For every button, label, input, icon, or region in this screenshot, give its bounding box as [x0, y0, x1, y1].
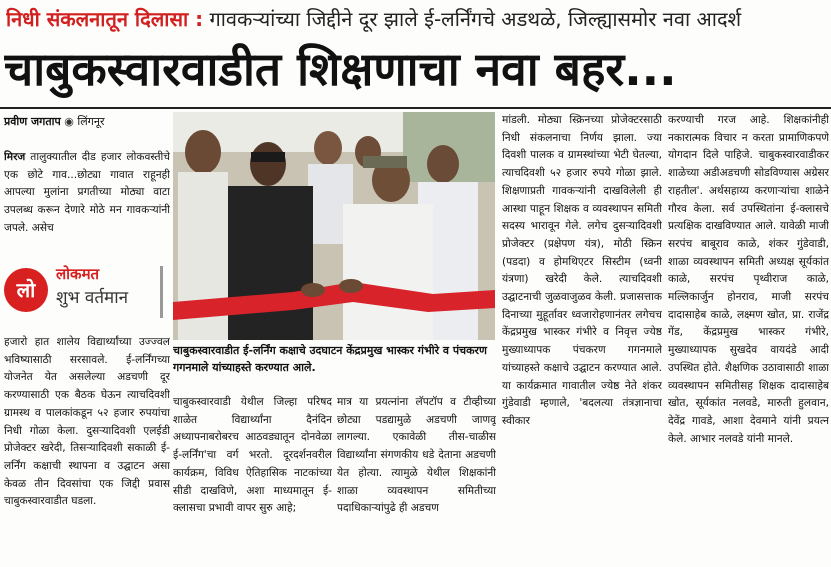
byline-place: लिंगनूर — [77, 115, 105, 128]
logo-divider — [160, 266, 163, 318]
kicker-line — [6, 4, 826, 34]
byline — [4, 112, 170, 132]
article-column-5 — [668, 112, 829, 567]
photo-caption: चाबुकस्वारवाडीत ई-लर्निंग कक्षाचे उदघाटन केंद्रप्रमुख भास्कर गंभीरे व पंचकरण गगनमाले यांच्याहस्ते करण्यात आले. — [173, 344, 487, 374]
lokmat-shubh-vartaman-logo — [4, 262, 170, 322]
article-text-2: चाबुकस्वारवाडी येथील जिल्हा परिषद शाळेत विद्यार्थ्यांना दैनंदिन अध्यापनाबरोबरच आठवड्यातून दोनवेळा ई-लर्निंग'चा वर्ग भरतो. दूरदर्शनवरील कार्यक्रम, विविध ऐतिहासिक नाटकांच्या सीडी दाखविणे, अशा माध्यमातून ई-क्लासचा प्रभावी वापर सुरु आहे; — [173, 396, 332, 515]
article-column-4 — [502, 112, 662, 567]
article-column-2 — [173, 394, 332, 567]
article-text-4: मांडली. मोठ्या स्क्रिनच्या प्रोजेक्टरसाठी निधी संकलनाचा निर्णय झाला. ज्या दिवशी पालक व ग्रामस्थांच्या भेटी घेतल्या, त्याचदिवशी ५२ हजार रुपये गोळा झाले. शिक्षणाप्रती गावकऱ्यांनी दाखविलेली ही आस्था पाहून शिक्षक व व्यवस्थापन समिती सदस्य भारावून गेले. लगेच दुसऱ्यादिवशी प्रोजेक्टर (प्रक्षेपण यंत्र), मोठी स्क्रिन (पडदा) व होमथिएटर सिस्टीम (ध्वनी यंत्रणा) खरेदी केले. त्याचदिवशी उद्घाटनाची जुळवाजुळव केली. प्रजासत्ताक दिनाच्या मुहूर्तावर ध्वजारोहणानंतर लगेचच केंद्रप्रमुख भास्कर गंभीरे व निवृत्त ज्येष्ठ मुख्याध्यापक पंचकरण गगनमाले यांच्याहस्ते कक्षाचे उद्घाटन करण्यात आले. या कार्यक्रमात गावातील ज्येष्ठ नेते शंकर गुंडेवाडी म्हणाले, 'बदलत्या तंत्रज्ञानाचा स्वीकार — [502, 114, 662, 427]
photo-illustration — [173, 112, 495, 340]
kicker-text: गावकऱ्यांच्या जिद्दीने दूर झाले ई-लर्निंगचे अडथळे, जिल्ह्यासमोर नवा आदर्श — [209, 7, 742, 31]
logo-tagline: शुभ वर्तमान — [56, 288, 129, 308]
lokmat-logo-mark: लो — [4, 268, 48, 312]
article-column-1-top — [4, 149, 170, 261]
headline: चाबुकस्वारवाडीत शिक्षणाचा नवा बहर... — [4, 42, 677, 96]
location-pin-icon: ◉ — [64, 115, 74, 128]
article-text-1a: तालुक्यातील दीड हजार लोकवस्तीचे एक छोटे गाव...छोट्या गावात राहूनही आपल्या मुलांना प्रगतीच्या मोठ्या वाटा उपलब्ध करून देणारे मोठे मन गावकऱ्यांनी जपले. असेच — [4, 151, 170, 234]
article-text-1b: हजारो हात शालेय विद्यार्थ्यांच्या उज्ज्वल भविष्यासाठी सरसावले. ई-लर्निंगच्या योजनेत येत असलेल्या अडचणी दूर करण्यासाठी एक बैठक घेऊन त्याचदिवशी ग्रामस्थ व पालकांकडून ५२ हजार रुपयांचा निधी गोळा केला. दुसऱ्यादिवशी एलईडी प्रोजेक्टर खरेदी, तिसऱ्यादिवशी सकाळी ई-लर्निंग कक्षाची स्थापना व उद्घाटन असा केवळ तीन दिवसांचा एक जिद्दी प्रवास चाबुकस्वारवाडीत घडला. — [4, 336, 170, 508]
dateline: मिरज — [4, 151, 26, 163]
article-column-3 — [337, 394, 496, 567]
article-text-3: मात्र या प्रयत्नांना लॅपटॉप व टीव्हीच्या छोट्या पडद्यामुळे अडचणी जाणवू लागल्या. एकावेळी तीस-चाळीस विद्यार्थ्यांना संगणकीय धडे देताना अडचणी येत होत्या. त्यामुळे येथील शिक्षकांनी शाळा व्यवस्थापन समितीच्या पदाधिकाऱ्यांपुढे ही अडचण — [337, 396, 496, 515]
logo-brand: लोकमत — [56, 265, 100, 283]
article-column-1-bottom — [4, 334, 170, 566]
kicker-highlight: निधी संकलनातून दिलासा : — [6, 7, 204, 31]
byline-author: प्रवीण जगताप — [4, 115, 61, 128]
article-text-5: करण्याची गरज आहे. शिक्षकांनीही नकारात्मक विचार न करता प्रामाणिकपणे योगदान दिले पाहिजे. चाबुकस्वारवाडीकर शाळेच्या अडीअडचणी सोडविण्यास अग्रेसर राहतील'. अर्थसहाय्य करणाऱ्यांचा शाळेने गौरव केला. सर्व उपस्थितांना ई-क्लासचे प्रत्यक्षिक दाखविण्यात आले. यावेळी माजी सरपंच बाबूराव काळे, शंकर गुंडेवाडी, शाळा व्यवस्थापन समिती अध्यक्ष सूर्यकांत काळे, सरपंच पृथ्वीराज काळे, मल्लिकार्जुन होनराव, माजी सरपंच दादासाहेब काळे, लक्ष्मण खोत, प्रा. राजेंद्र गेंड, केंद्रप्रमुख भास्कर गंभीरे, मुख्याध्यापक सुखदेव वायदंडे आदी उपस्थित होते. शैक्षणिक उठावासाठी शाळा व्यवस्थापन समितीसह शिक्षक दादासाहेब खोत, सूर्यकांत नलवडे, मारुती हुलवान, देवेंद्र गावडे, आशा देवमाने यांनी प्रयत्न केले. आभार नलवडे यांनी मानले. — [668, 114, 829, 445]
headline-rule — [0, 107, 831, 109]
news-photo — [173, 112, 495, 340]
